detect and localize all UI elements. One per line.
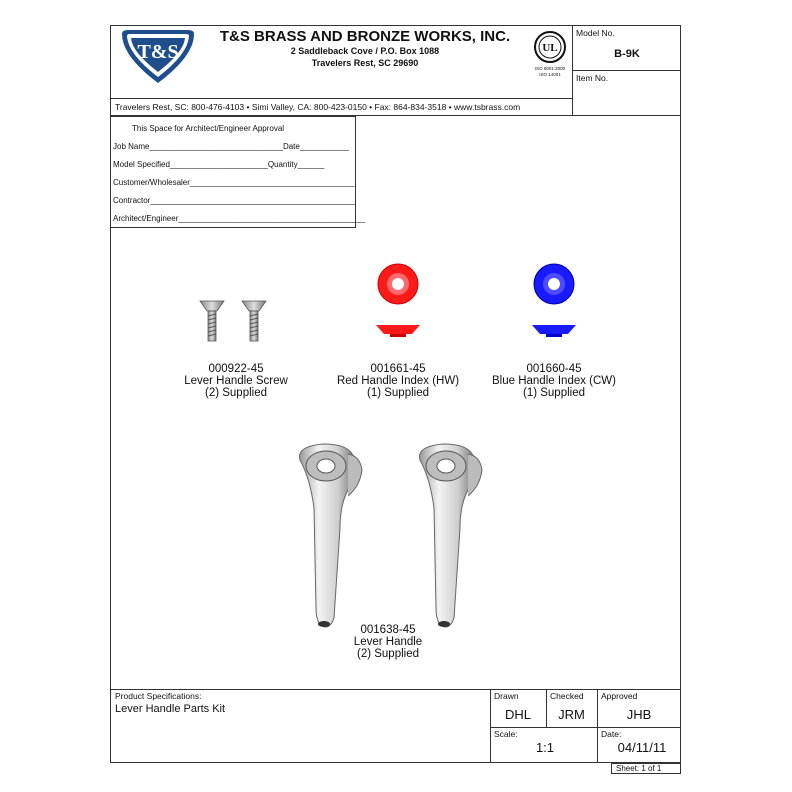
- drawn-label: Drawn: [494, 691, 519, 701]
- model-number-label: Model No.: [576, 28, 615, 38]
- model-item-divider: [572, 70, 681, 71]
- date-label: Date:: [601, 729, 622, 739]
- approved-value: JHB: [626, 707, 652, 722]
- blue-handle-index-image: [526, 262, 582, 342]
- checked-value: JRM: [558, 707, 585, 722]
- approved-label: Approved: [601, 691, 638, 701]
- svg-text:T&S: T&S: [137, 41, 179, 63]
- sheet-number: Sheet: 1 of 1: [611, 763, 681, 774]
- contact-line-rule: [110, 98, 572, 99]
- model-number-value: B-9K: [614, 48, 640, 60]
- title-block-top-rule: [110, 689, 681, 690]
- red-handle-index-image: [370, 262, 426, 342]
- architect-field: Architect/Engineer__________________________________________: [113, 214, 366, 223]
- drawn-value: DHL: [504, 707, 531, 722]
- iso-certification: ISO 9001:2000 ISO 14001: [534, 66, 566, 77]
- svg-text:UL: UL: [542, 42, 558, 54]
- contractor-field: Contractor______________________________________________: [113, 196, 356, 205]
- part-caption-blue-index: 001660-45 Blue Handle Index (CW) (1) Supplied: [492, 363, 616, 399]
- title-block-mid-rule: [490, 727, 681, 728]
- title-block-divider: [490, 689, 491, 763]
- product-spec-label: Product Specifications:: [115, 691, 202, 701]
- scale-value: 1:1: [535, 740, 555, 755]
- contact-info: Travelers Rest, SC: 800-476-4103 • Simi Valley, CA: 800-423-0150 • Fax: 864-834-3518 • www.tsbrass.com: [115, 102, 521, 112]
- company-name: T&S BRASS AND BRONZE WORKS, INC.: [219, 28, 511, 45]
- part-caption-red-index: 001661-45 Red Handle Index (HW) (1) Supplied: [336, 363, 460, 399]
- part-caption-lever-handle: 001638-45 Lever Handle (2) Supplied: [353, 624, 423, 660]
- checked-approved-divider: [597, 689, 598, 763]
- approval-title: This Space for Architect/Engineer Approval: [132, 124, 285, 133]
- date-value: 04/11/11: [617, 740, 667, 755]
- ts-logo: [118, 28, 198, 86]
- scale-label: Scale:: [494, 729, 518, 739]
- product-spec-value: Lever Handle Parts Kit: [115, 703, 226, 715]
- lever-handle-image: [284, 438, 504, 634]
- customer-field: Customer/Wholesaler_____________________________________: [113, 178, 355, 187]
- part-caption-screw: 000922-45 Lever Handle Screw (2) Supplied: [184, 363, 288, 399]
- company-address: 2 Saddleback Cove / P.O. Box 1088 Travelers Rest, SC 29690: [290, 46, 440, 68]
- lever-handle-screw-image: [198, 297, 274, 347]
- item-number-label: Item No.: [576, 73, 609, 83]
- ul-certification-icon: [533, 30, 567, 64]
- checked-label: Checked: [550, 691, 584, 701]
- model-specified-field: Model Specified______________________Quantity______: [113, 160, 325, 169]
- job-name-field: Job Name______________________________Date___________: [113, 142, 349, 151]
